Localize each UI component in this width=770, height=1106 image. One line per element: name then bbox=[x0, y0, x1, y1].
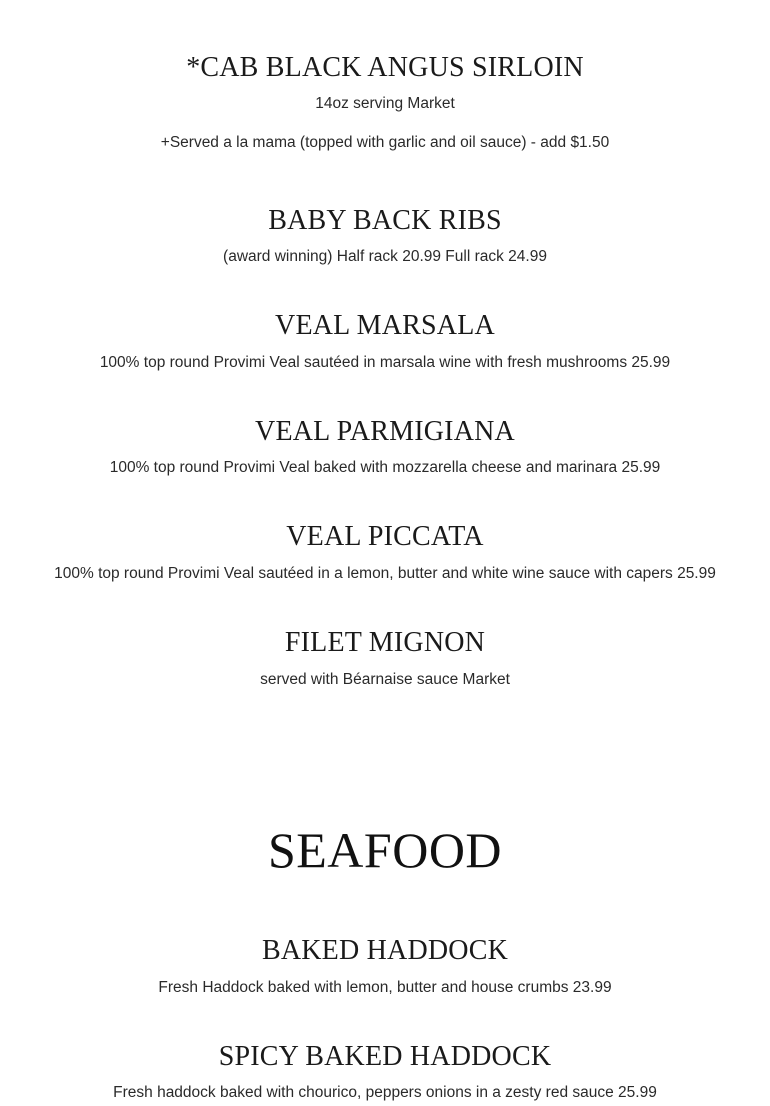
item-title-veal-marsala: VEAL MARSALA bbox=[275, 310, 495, 341]
item-title-veal-piccata: VEAL PICCATA bbox=[286, 521, 484, 552]
item-title-veal-parmigiana: VEAL PARMIGIANA bbox=[255, 416, 515, 447]
item-title-spicy-baked-haddock: SPICY BAKED HADDOCK bbox=[218, 1041, 552, 1072]
item-desc-veal-marsala: 100% top round Provimi Veal sautéed in marsala wine with fresh mushrooms 25.99 bbox=[99, 354, 671, 371]
item-note-sirloin: +Served a la mama (topped with garlic and oil sauce) - add $1.50 bbox=[160, 134, 610, 151]
item-desc-baked-haddock: Fresh Haddock baked with lemon, butter and house crumbs 23.99 bbox=[158, 979, 612, 996]
item-title-baked-haddock: BAKED HADDOCK bbox=[261, 935, 509, 966]
item-desc-veal-parmigiana: 100% top round Provimi Veal baked with mozzarella cheese and marinara 25.99 bbox=[109, 459, 661, 476]
item-title-filet-mignon: FILET MIGNON bbox=[284, 627, 486, 658]
item-desc-sirloin: 14oz serving Market bbox=[315, 95, 455, 112]
item-desc-veal-piccata: 100% top round Provimi Veal sautéed in a lemon, butter and white wine sauce with capers 25.99 bbox=[54, 565, 716, 582]
item-title-ribs: BABY BACK RIBS bbox=[268, 205, 502, 236]
section-heading-seafood: SEAFOOD bbox=[267, 822, 503, 878]
item-desc-filet-mignon: served with Béarnaise sauce Market bbox=[260, 671, 510, 688]
item-desc-ribs: (award winning) Half rack 20.99 Full rack 24.99 bbox=[223, 248, 547, 265]
item-desc-spicy-baked-haddock: Fresh haddock baked with chourico, peppers onions in a zesty red sauce 25.99 bbox=[113, 1084, 657, 1101]
item-title-sirloin: *CAB BLACK ANGUS SIRLOIN bbox=[186, 52, 584, 83]
